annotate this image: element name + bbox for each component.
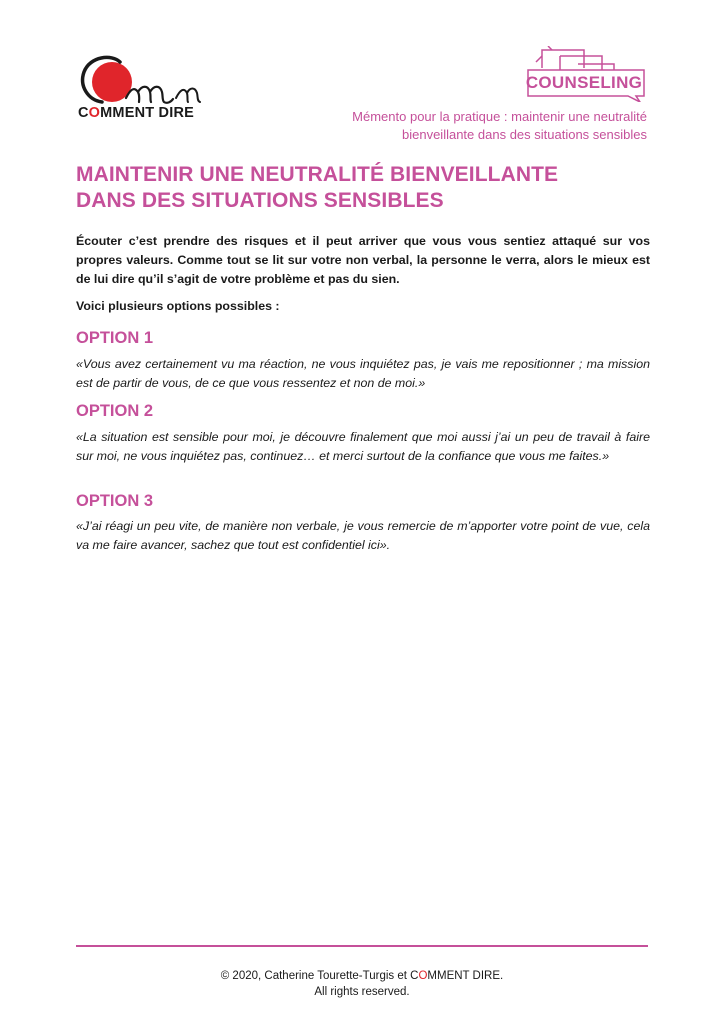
option-2-heading: OPTION 2: [76, 402, 154, 420]
logo-wordmark: COMMENT DIRE: [78, 105, 194, 121]
footer-divider: [76, 945, 648, 947]
option-1-heading: OPTION 1: [76, 329, 154, 347]
title-line-1: MAINTENIR UNE NEUTRALITÉ BIENVEILLANTE: [76, 163, 559, 186]
badge-label: COUNSELING: [525, 73, 643, 92]
option-3-text: «J’ai réagi un peu vite, de manière non verbale, je vous remercie de m’apporter votre point de vue, cela va me faire avancer, sachez que tout est confidentiel ici».: [76, 519, 650, 552]
comment-dire-logo: [76, 52, 206, 124]
counseling-badge: [522, 46, 650, 102]
footer-line-1: © 2020, Catherine Tourette-Turgis et COMMENT DIRE.: [220, 970, 504, 982]
logo-cm-mark: [76, 52, 206, 108]
options-lead: Voici plusieurs options possibles :: [76, 299, 280, 313]
footer-copyright: [0, 968, 724, 1000]
subtitle-line-1: Mémento pour la pratique : maintenir une neutralité: [352, 109, 647, 124]
memento-subtitle: [352, 108, 647, 144]
title-line-2: DANS DES SITUATIONS SENSIBLES: [76, 189, 444, 212]
page-title: [76, 162, 656, 214]
option-3-heading: OPTION 3: [76, 492, 154, 510]
intro-paragraph: Écouter c’est prendre des risques et il peut arriver que vous vous sentiez attaqué sur vos propres valeurs. Comme tout se lit sur votre non verbal, la personne le verra, alors le mieux est de lui dire qu’il s’agit de votre problème et pas du sien.: [76, 234, 650, 286]
option-2-text: «La situation est sensible pour moi, je découvre finalement que moi aussi j’ai un peu de travail à faire sur moi, ne vous inquiétez pas, continuez… et merci surtout de la confiance que vous me faites.»: [76, 430, 650, 463]
subtitle-line-2: bienveillante dans des situations sensibles: [402, 127, 647, 142]
footer-line-2: All rights reserved.: [314, 986, 410, 998]
option-1-text: «Vous avez certainement vu ma réaction, ne vous inquiétez pas, je vais me repositionner ; ma mission est de partir de vous, de ce que vous ressentez et non de moi.»: [76, 357, 650, 390]
